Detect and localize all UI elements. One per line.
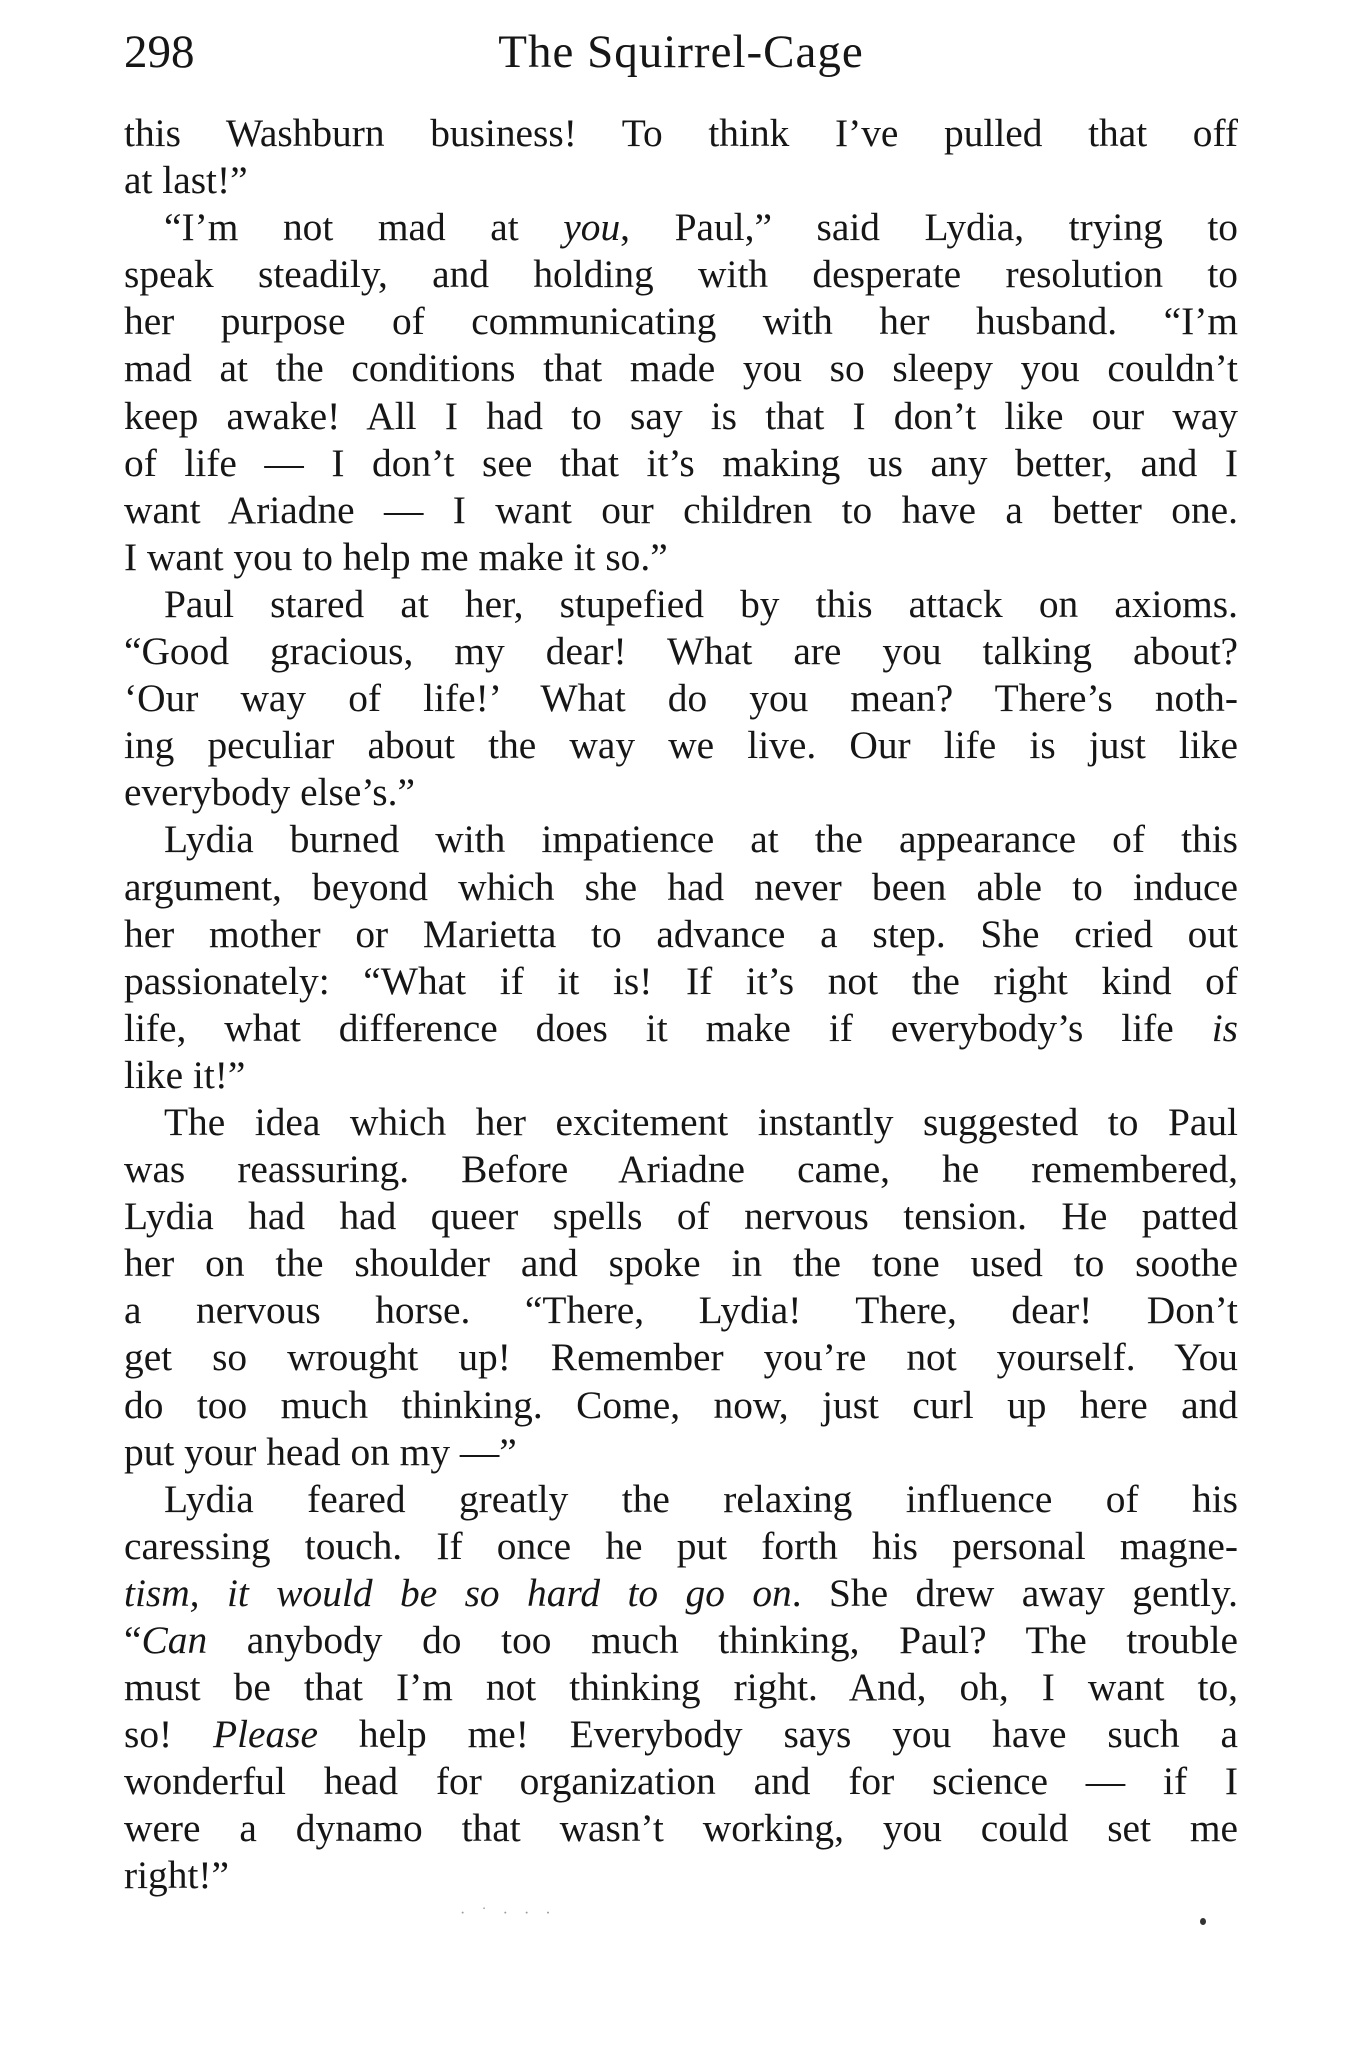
text-line: argument, beyond which she had never been able to induce [124, 864, 1238, 909]
text-line: speak steadily, and holding with desperate resolution to [124, 252, 1238, 297]
text-line: get so wrought up! Remember you’re not yourself. You [124, 1335, 1238, 1380]
paragraph [124, 581, 1238, 816]
text-line: “Good gracious, my dear! What are you talking about? [124, 629, 1238, 674]
text-line: at last!” [124, 158, 248, 203]
text-line: Lydia had had queer spells of nervous tension. He patted [124, 1194, 1238, 1239]
text-line: mad at the conditions that made you so sleepy you couldn’t [124, 346, 1238, 391]
print-dot [1200, 1918, 1206, 1925]
text-line: right!” [124, 1853, 229, 1898]
text-line: life, what difference does it make if everybody’s life is [124, 1005, 1238, 1050]
text-line: Paul stared at her, stupefied by this attack on axioms. [164, 581, 1238, 626]
running-head [124, 22, 1238, 82]
text-line: passionately: “What if it is! If it’s not the right kind of [124, 958, 1238, 1003]
text-line: Lydia burned with impatience at the appearance of this [164, 817, 1238, 862]
text-line: caressing touch. If once he put forth his personal magne- [124, 1523, 1238, 1568]
paragraph [124, 816, 1238, 1099]
page-number: 298 [124, 26, 195, 78]
text-line: her purpose of communicating with her husband. “I’m [124, 299, 1238, 344]
body-text [124, 110, 1238, 1900]
text-line: was reassuring. Before Ariadne came, he remembered, [124, 1147, 1238, 1192]
paragraph [124, 204, 1238, 581]
text-line: ing peculiar about the way we live. Our life is just like [124, 723, 1238, 768]
text-line: everybody else’s.” [124, 770, 415, 815]
text-line: put your head on my —” [124, 1429, 517, 1474]
text-line: Lydia feared greatly the relaxing influence of his [164, 1476, 1238, 1521]
text-line: were a dynamo that wasn’t working, you could set me [124, 1806, 1238, 1851]
running-title: The Squirrel-Cage [498, 26, 864, 78]
text-line: tism, it would be so hard to go on. She drew away gently. [124, 1570, 1238, 1615]
text-line: this Washburn business! To think I’ve pulled that off [124, 111, 1238, 155]
text-line: her mother or Marietta to advance a step. She cried out [124, 911, 1238, 956]
paragraph [124, 110, 1238, 204]
text-line: keep awake! All I had to say is that I don’t like our way [124, 393, 1238, 438]
text-line: ‘Our way of life!’ What do you mean? There’s noth- [124, 676, 1238, 721]
text-line: her on the shoulder and spoke in the tone used to soothe [124, 1241, 1238, 1286]
paragraph [124, 1099, 1238, 1476]
text-line: I want you to help me make it so.” [124, 534, 668, 579]
text-line: do too much thinking. Come, now, just curl up here and [124, 1382, 1238, 1427]
print-speckle: · ˙ · · · [460, 1905, 557, 1922]
text-line: “I’m not mad at you, Paul,” said Lydia, trying to [164, 205, 1238, 250]
text-line: The idea which her excitement instantly suggested to Paul [164, 1099, 1238, 1144]
text-line: must be that I’m not thinking right. And, oh, I want to, [124, 1665, 1238, 1710]
text-line: of life — I don’t see that it’s making us any better, and I [124, 440, 1238, 485]
text-line: “Can anybody do too much thinking, Paul? The trouble [124, 1618, 1238, 1662]
text-line: want Ariadne — I want our children to have a better one. [124, 487, 1238, 532]
text-line: a nervous horse. “There, Lydia! There, dear! Don’t [124, 1288, 1238, 1333]
text-line: like it!” [124, 1052, 246, 1097]
text-line: wonderful head for organization and for science — if I [124, 1759, 1238, 1804]
text-line: so! Please help me! Everybody says you have such a [124, 1712, 1238, 1757]
paragraph [124, 1476, 1238, 1900]
